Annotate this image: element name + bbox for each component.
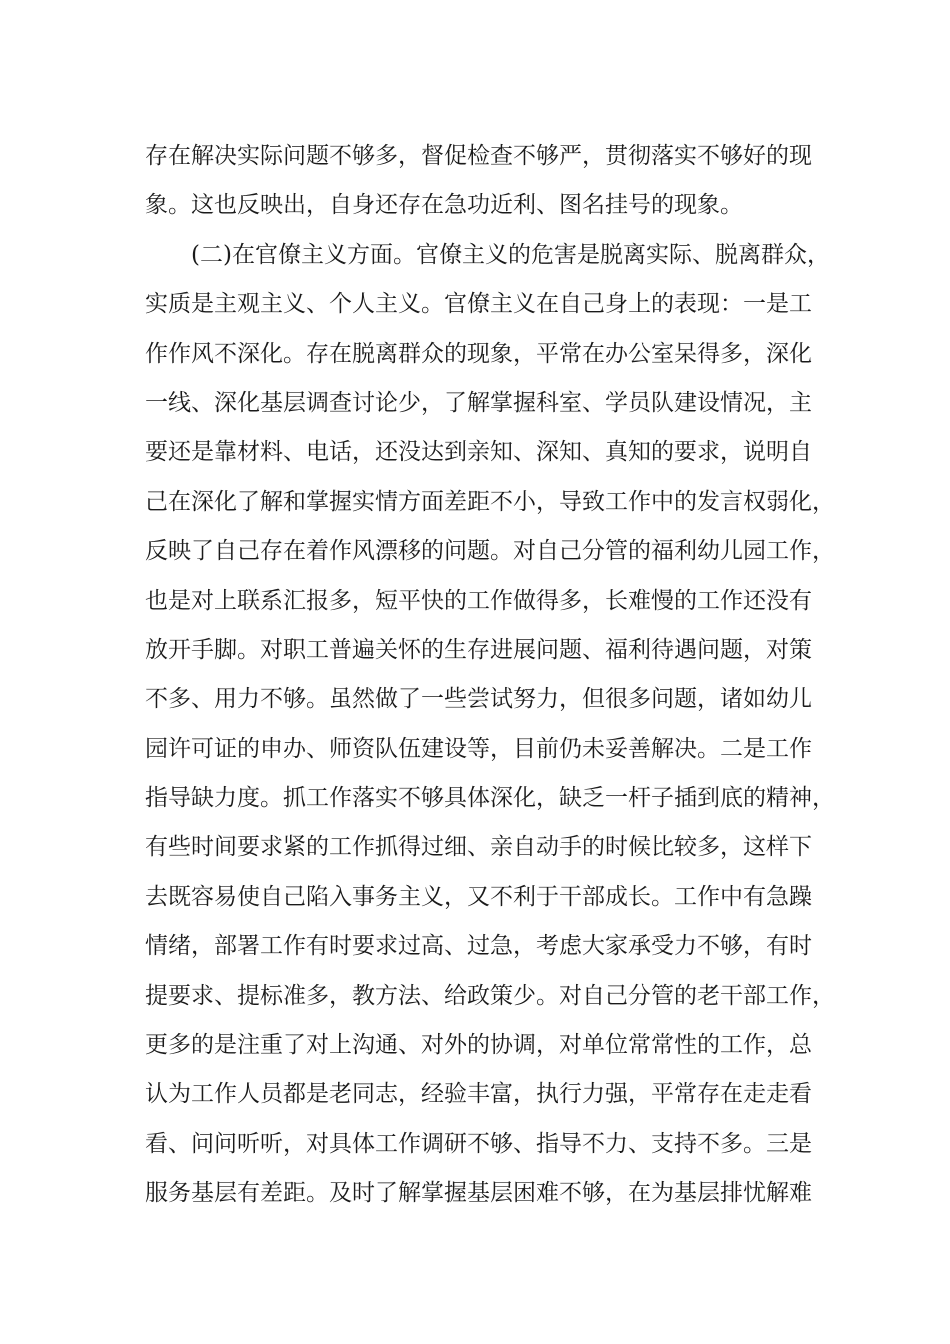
text-line: 作作风不深化。存在脱离群众的现象，平常在办公室呆得多，深化 (145, 340, 812, 367)
text-line: 一线、深化基层调查讨论少，了解掌握科室、学员队建设情况，主 (145, 389, 812, 416)
text-line: 提要求、提标准多，教方法、给政策少。对自己分管的老干部工作， (145, 982, 835, 1009)
section-heading-line: (二)在官僚主义方面。官僚主义的危害是脱离实际、脱离群众， (191, 241, 830, 268)
text-line: 更多的是注重了对上沟通、对外的协调，对单位常常性的工作，总 (145, 1032, 812, 1059)
text-line: 指导缺力度。抓工作落实不够具体深化，缺乏一杆子插到底的精神， (145, 785, 835, 812)
text-line: 认为工作人员都是老同志，经验丰富，执行力强，平常存在走走看 (145, 1081, 812, 1108)
text-line: 有些时间要求紧的工作抓得过细、亲自动手的时候比较多，这样下 (145, 834, 812, 861)
text-line: 反映了自己存在着作风漂移的问题。对自己分管的福利幼儿园工作， (145, 538, 835, 565)
text-line: 要还是靠材料、电话，还没达到亲知、深知、真知的要求，说明自 (145, 439, 812, 466)
text-line: 不多、用力不够。虽然做了一些尝试努力，但很多问题，诸如幼儿 (145, 686, 812, 713)
text-line: 去既容易使自己陷入事务主义，又不利于干部成长。工作中有急躁 (145, 883, 812, 910)
text-line: 也是对上联系汇报多，短平快的工作做得多，长难慢的工作还没有 (145, 587, 812, 614)
text-line: 情绪，部署工作有时要求过高、过急，考虑大家承受力不够，有时 (145, 933, 812, 960)
text-line: 己在深化了解和掌握实情方面差距不小，导致工作中的发言权弱化， (145, 488, 835, 515)
text-line: 实质是主观主义、个人主义。官僚主义在自己身上的表现：一是工 (145, 291, 812, 318)
body-text (145, 132, 835, 1219)
text-line: 存在解决实际问题不够多，督促检查不够严，贯彻落实不够好的现 (145, 143, 812, 169)
text-line: 放开手脚。对职工普遍关怀的生存进展问题、福利待遇问题，对策 (145, 636, 812, 663)
text-line: 园许可证的申办、师资队伍建设等，目前仍未妥善解决。二是工作 (145, 735, 812, 762)
text-line: 看、问问听听，对具体工作调研不够、指导不力、支持不多。三是 (145, 1130, 812, 1157)
text-line: 服务基层有差距。及时了解掌握基层困难不够，在为基层排忧解难 (145, 1180, 812, 1207)
text-line: 象。这也反映出，自身还存在急功近利、图名挂号的现象。 (145, 192, 743, 219)
